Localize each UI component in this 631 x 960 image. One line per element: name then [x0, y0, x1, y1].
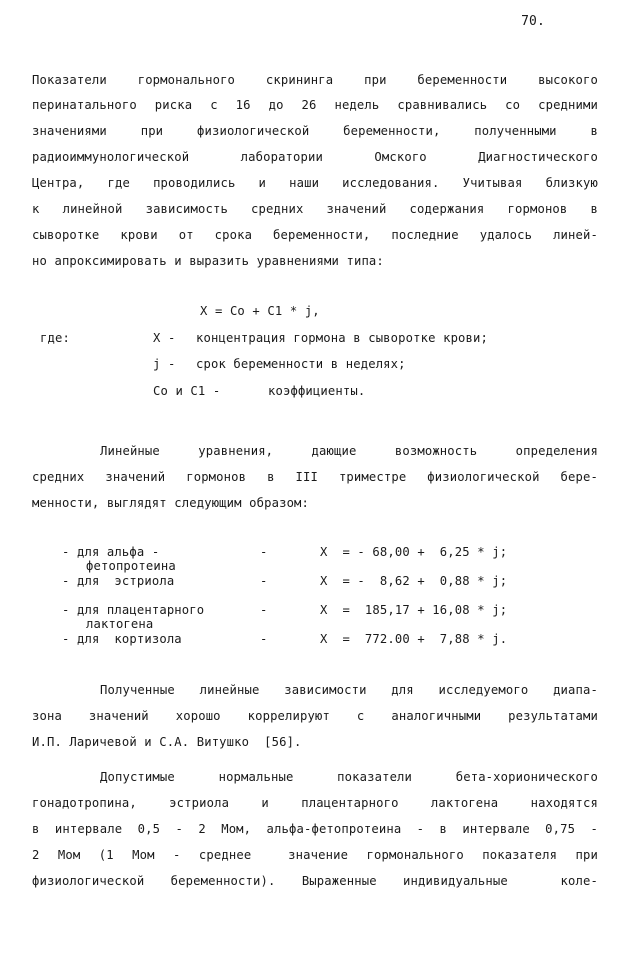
eq-formula-4: X = 772.00 + 7,88 * j. — [320, 632, 508, 646]
eq-dash-2: - — [260, 574, 268, 588]
para1-line-8: но апроксимировать и выразить уравнениями типа: — [32, 254, 384, 268]
eq-dash-1: - — [260, 545, 268, 559]
def-text-2: срок беременности в неделях; — [196, 357, 406, 371]
para2-line-2: средних значений гормонов в III триместре физиологической бере- — [32, 470, 598, 484]
eq-label-1b: фетопротеина — [86, 559, 176, 573]
eq-formula-1: X = - 68,00 + 6,25 * j; — [320, 545, 508, 559]
para4-line-2: гонадотропина, эстриола и плацентарного лактогена находятся — [32, 796, 598, 810]
para1-line-2: перинатального риска с 16 до 26 недель сравнивались со средними — [32, 98, 598, 112]
para4-line-4: 2 Мом (1 Мом - среднее значение гормонального показателя при — [32, 848, 598, 862]
para1-line-7: сыворотке крови от срока беременности, последние удалось линей- — [32, 228, 598, 242]
eq-formula-3: X = 185,17 + 16,08 * j; — [320, 603, 508, 617]
para3-line-1: Полученные линейные зависимости для исследуемого диапа- — [100, 683, 598, 697]
eq-label-3: - для плацентарного — [62, 603, 205, 617]
para2-line-1: Линейные уравнения, дающие возможность определения — [100, 444, 598, 458]
para4-line-5: физиологической беременности). Выраженные индивидуальные коле- — [32, 874, 598, 888]
para1-line-3: значениями при физиологической беременности, полученными в — [32, 124, 598, 138]
def-text-3: коэффициенты. — [268, 384, 366, 398]
para1-line-1: Показатели гормонального скрининга при беременности высокого — [32, 73, 598, 87]
def-sym-3: Co и C1 - — [153, 384, 221, 398]
para4-line-3: в интервале 0,5 - 2 Мом, альфа-фетопротеина - в интервале 0,75 - — [32, 822, 598, 836]
para2-line-3: менности, выглядят следующим образом: — [32, 496, 310, 510]
def-sym-2: j - — [153, 357, 176, 371]
def-sym-1: X - — [153, 331, 176, 345]
eq-label-1: - для альфа - — [62, 545, 160, 559]
where-label: где: — [40, 331, 70, 345]
para3-line-2: зона значений хорошо коррелируют с аналогичными результатами — [32, 709, 598, 723]
para1-line-5: Центра, где проводились и наши исследования. Учитывая близкую — [32, 176, 598, 190]
eq-dash-4: - — [260, 632, 268, 646]
eq-label-2: - для эстриола — [62, 574, 175, 588]
para4-line-1: Допустимые нормальные показатели бета-хорионического — [100, 770, 598, 784]
eq-formula-2: X = - 8,62 + 0,88 * j; — [320, 574, 508, 588]
def-text-1: концентрация гормона в сыворотке крови; — [196, 331, 489, 345]
page-number: 70. — [521, 14, 545, 29]
para1-line-4: радиоиммунологической лаборатории Омского Диагностического — [32, 150, 598, 164]
para3-line-3: И.П. Ларичевой и С.А. Витушко [56]. — [32, 735, 302, 749]
eq-label-3b: лактогена — [86, 617, 154, 631]
eq-dash-3: - — [260, 603, 268, 617]
eq-label-4: - для кортизола — [62, 632, 182, 646]
formula: X = Co + C1 * j, — [200, 304, 320, 318]
para1-line-6: к линейной зависимость средних значений содержания гормонов в — [32, 202, 598, 216]
